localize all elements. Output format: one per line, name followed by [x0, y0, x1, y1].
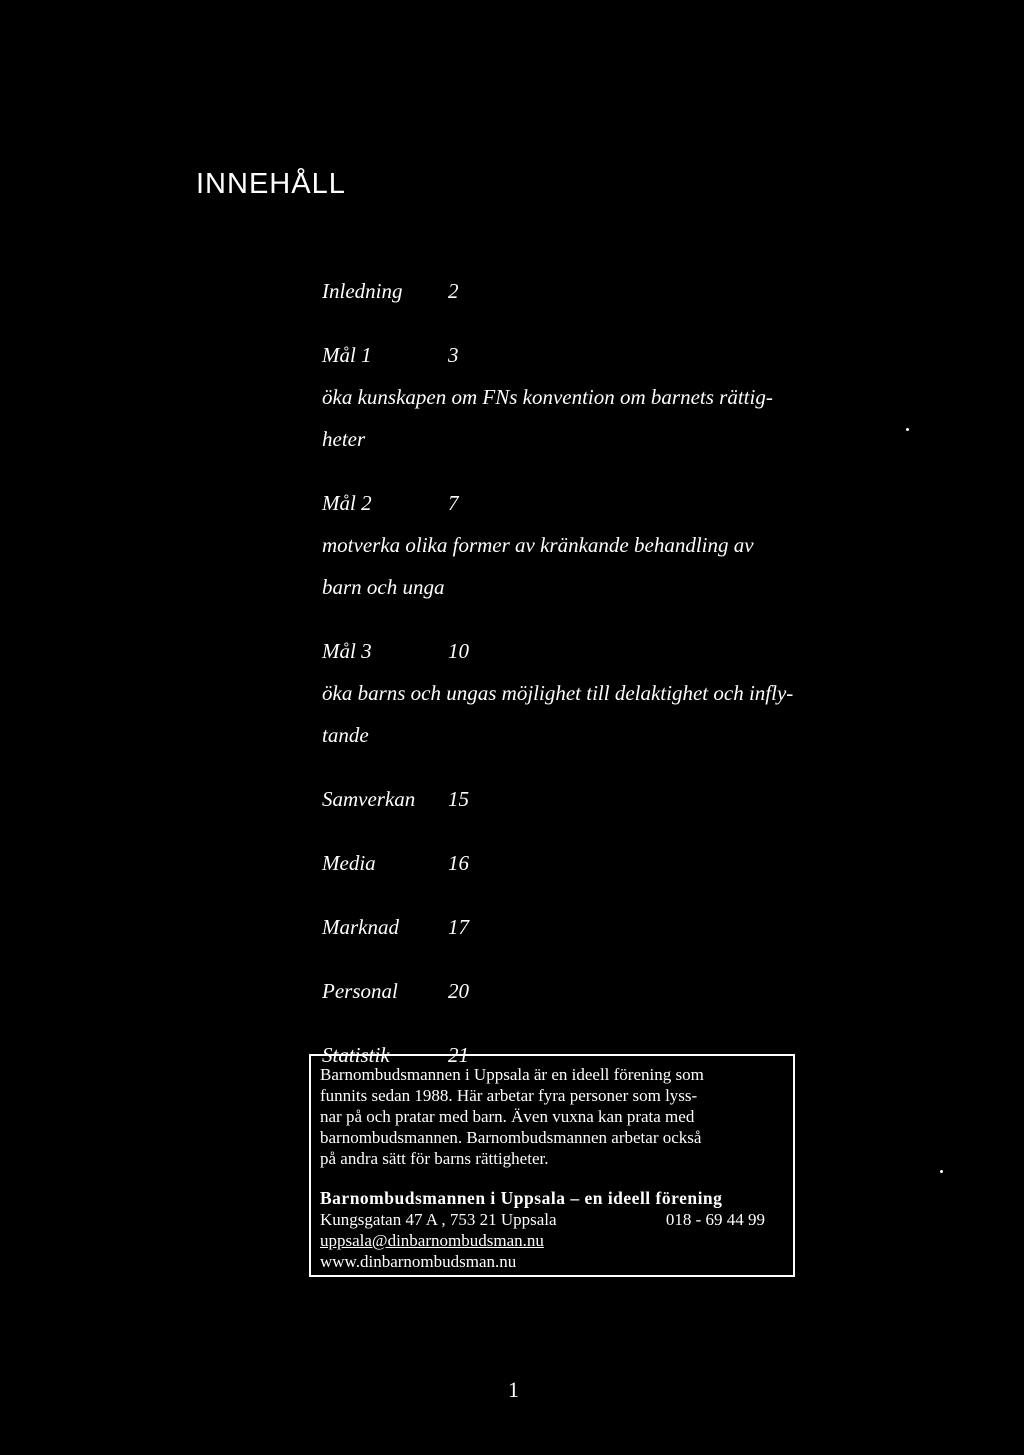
toc-entry-personal — [322, 970, 842, 1012]
toc-page-number: 20 — [448, 979, 469, 1003]
toc-page-number: 17 — [448, 915, 469, 939]
table-of-contents — [322, 270, 842, 1076]
toc-page-number: 21 — [448, 1043, 469, 1067]
toc-label: Personal — [322, 979, 398, 1003]
info-text-line: funnits sedan 1988. Här arbetar fyra personer som lyss- — [320, 1086, 698, 1105]
toc-label: Marknad — [322, 915, 399, 939]
page-number: 1 — [508, 1377, 519, 1402]
info-text-line: på andra sätt för barns rättigheter. — [320, 1149, 549, 1168]
toc-page-number: 2 — [448, 279, 459, 303]
organization-name: Barnombudsmannen i Uppsala – en ideell förening — [320, 1188, 723, 1208]
email-link[interactable]: uppsala@dinbarnombudsman.nu — [320, 1231, 544, 1250]
scan-speck — [940, 1170, 943, 1173]
toc-entry-marknad — [322, 906, 842, 948]
info-text-line: barnombudsmannen. Barnombudsmannen arbetar också — [320, 1128, 702, 1147]
website-link[interactable]: www.dinbarnombudsman.nu — [320, 1252, 517, 1271]
scan-speck — [906, 428, 909, 431]
toc-page-number: 7 — [448, 491, 459, 515]
toc-page-number: 3 — [448, 343, 459, 367]
toc-label: Mål 3 — [322, 639, 372, 663]
toc-entry-mal3 — [322, 630, 842, 672]
toc-label: Mål 1 — [322, 343, 372, 367]
toc-description: motverka olika former av kränkande behandling av — [322, 533, 754, 557]
toc-label: Mål 2 — [322, 491, 372, 515]
info-box — [309, 1054, 795, 1277]
toc-label: Media — [322, 851, 376, 875]
toc-description: barn och unga — [322, 575, 445, 599]
page-title: INNEHÅLL — [196, 168, 346, 200]
toc-label: Statistik — [322, 1043, 390, 1067]
toc-page-number: 16 — [448, 851, 469, 875]
toc-description: öka kunskapen om FNs konvention om barnets rättig- — [322, 385, 773, 409]
toc-page-number: 15 — [448, 787, 469, 811]
toc-entry-mal1 — [322, 334, 842, 376]
address: Kungsgatan 47 A , 753 21 Uppsala — [320, 1210, 557, 1229]
toc-description: tande — [322, 723, 369, 747]
toc-description: öka barns och ungas möjlighet till delaktighet och infly- — [322, 681, 794, 705]
toc-entry-samverkan — [322, 778, 842, 820]
toc-page-number: 10 — [448, 639, 469, 663]
info-text-line: nar på och pratar med barn. Även vuxna kan prata med — [320, 1107, 695, 1126]
toc-label: Inledning — [322, 279, 403, 303]
toc-description: heter — [322, 427, 366, 451]
toc-label: Samverkan — [322, 787, 416, 811]
toc-entry-mal2 — [322, 482, 842, 524]
info-text-line: Barnombudsmannen i Uppsala är en ideell förening som — [320, 1065, 704, 1084]
toc-entry-media — [322, 842, 842, 884]
contact-line — [320, 1209, 793, 1230]
toc-entry-inledning — [322, 270, 842, 312]
phone-number: 018 - 69 44 99 — [665, 1210, 765, 1229]
